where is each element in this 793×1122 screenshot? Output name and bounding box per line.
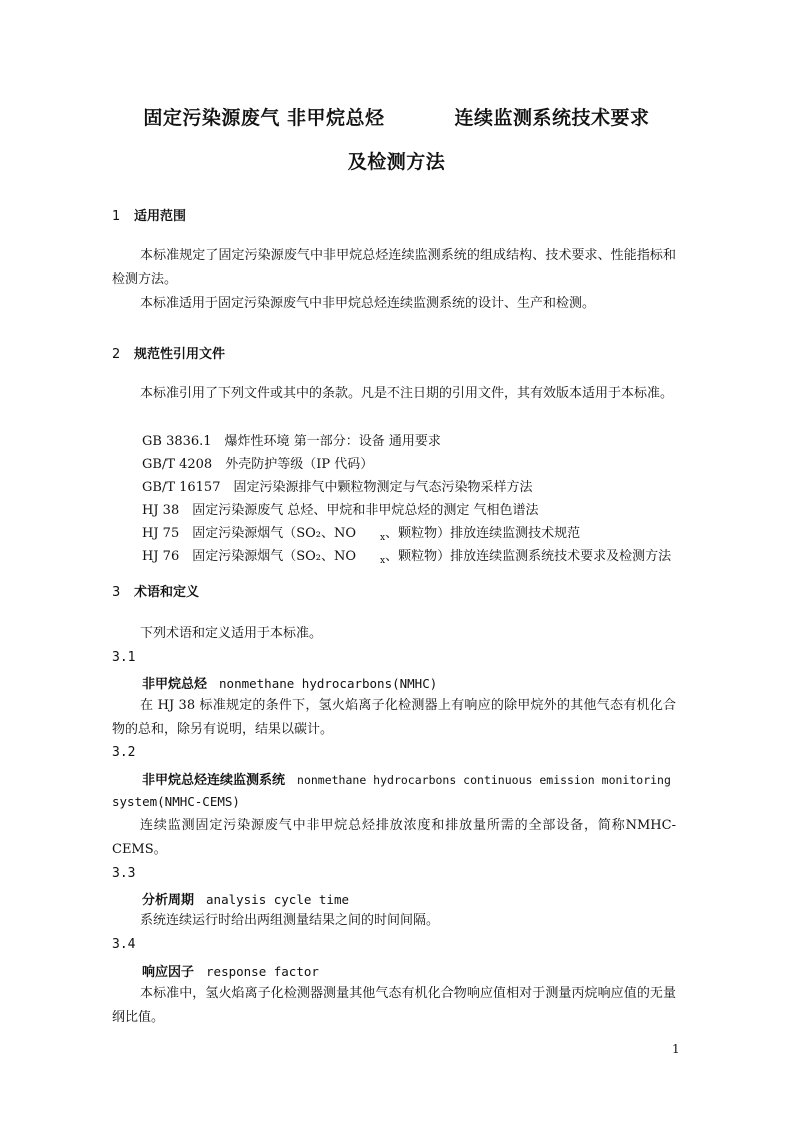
term-definition: 本标准中，氢火焰离子化检测器测量其他气态有机化合物响应值相对于测量丙烷响应值的无量纲比值。 <box>112 986 676 1025</box>
document-title-line2: 及检测方法 <box>347 151 446 173</box>
subscript: x <box>380 533 386 543</box>
term-definition: 连续监测固定污染源废气中非甲烷总烃排放浓度和排放量所需的全部设备，简称NMHC-CEMS。 <box>112 818 676 857</box>
section-number: 1 <box>112 209 121 224</box>
section-heading-2 <box>112 343 225 362</box>
term-heading <box>142 673 437 692</box>
reference-item: GB 3836.1 爆炸性环境 第一部分：设备 通用要求 <box>142 434 441 449</box>
reference-text-tail: 、颗粒物）排放连续监测系统技术要求及检测方法 <box>385 549 672 564</box>
reference-text: HJ 75 固定污染源烟气（SO₂、NO <box>142 526 357 541</box>
term-en: nonmethane hydrocarbons continuous emission monitoring <box>297 773 671 787</box>
page-number: 1 <box>672 1042 680 1056</box>
reference-item <box>142 522 580 543</box>
term-cn: 响应因子 <box>142 965 195 980</box>
section-title: 术语和定义 <box>134 585 200 600</box>
section-number: 3 <box>112 585 121 600</box>
reference-item: HJ 38 固定污染源废气 总烃、甲烷和非甲烷总烃的测定 气相色谱法 <box>142 503 539 518</box>
section-number: 2 <box>112 347 121 362</box>
term-en: analysis cycle time <box>206 892 350 907</box>
clause-number: 3.2 <box>112 745 136 760</box>
term-en: nonmethane hydrocarbons(NMHC) <box>219 676 438 691</box>
subscript: x <box>380 556 386 566</box>
term-heading <box>142 961 319 980</box>
reference-item: GB/T 16157 固定污染源排气中颗粒物测定与气态污染物采样方法 <box>142 480 533 495</box>
paragraph: 本标准规定了固定污染源废气中非甲烷总烃连续监测系统的组成结构、技术要求、性能指标和检测方法。 <box>112 248 676 287</box>
section-title: 适用范围 <box>134 209 187 224</box>
paragraph: 下列术语和定义适用于本标准。 <box>140 626 323 641</box>
reference-text-tail: 、颗粒物）排放连续监测技术规范 <box>385 526 581 541</box>
clause-number: 3.1 <box>112 650 136 665</box>
term-en: response factor <box>206 964 319 979</box>
reference-item: GB/T 4208 外壳防护等级（IP 代码） <box>142 457 374 472</box>
title-part-a: 固定污染源废气 非甲烷总烃 <box>143 107 385 129</box>
reference-text: HJ 76 固定污染源烟气（SO₂、NO <box>142 549 357 564</box>
term-cn: 非甲烷总烃 <box>142 677 208 692</box>
section-title: 规范性引用文件 <box>134 347 226 362</box>
term-cn: 分析周期 <box>142 893 195 908</box>
term-en-wrap: system(NMHC-CEMS) <box>112 794 240 809</box>
term-definition: 在 HJ 38 标准规定的条件下，氢火焰离子化检测器上有响应的除甲烷外的其他气态有机化合物的总和，除另有说明，结果以碳计。 <box>112 698 676 737</box>
title-part-b: 连续监测系统技术要求 <box>454 107 650 129</box>
clause-number: 3.4 <box>112 937 136 952</box>
paragraph: 本标准适用于固定污染源废气中非甲烷总烃连续监测系统的设计、生产和检测。 <box>140 296 596 311</box>
section-heading-1 <box>112 205 186 224</box>
paragraph: 本标准引用了下列文件或其中的条款。凡是不注日期的引用文件，其有效版本适用于本标准。 <box>140 386 674 401</box>
term-heading <box>142 889 349 908</box>
section-heading-3 <box>112 581 199 600</box>
term-definition: 系统连续运行时给出两组测量结果之间的时间间隔。 <box>140 913 440 928</box>
document-title-line1 <box>0 103 793 130</box>
term-cn: 非甲烷总烃连续监测系统 <box>142 773 286 788</box>
term-heading <box>142 769 671 788</box>
clause-number: 3.3 <box>112 866 136 881</box>
reference-item <box>142 545 671 566</box>
